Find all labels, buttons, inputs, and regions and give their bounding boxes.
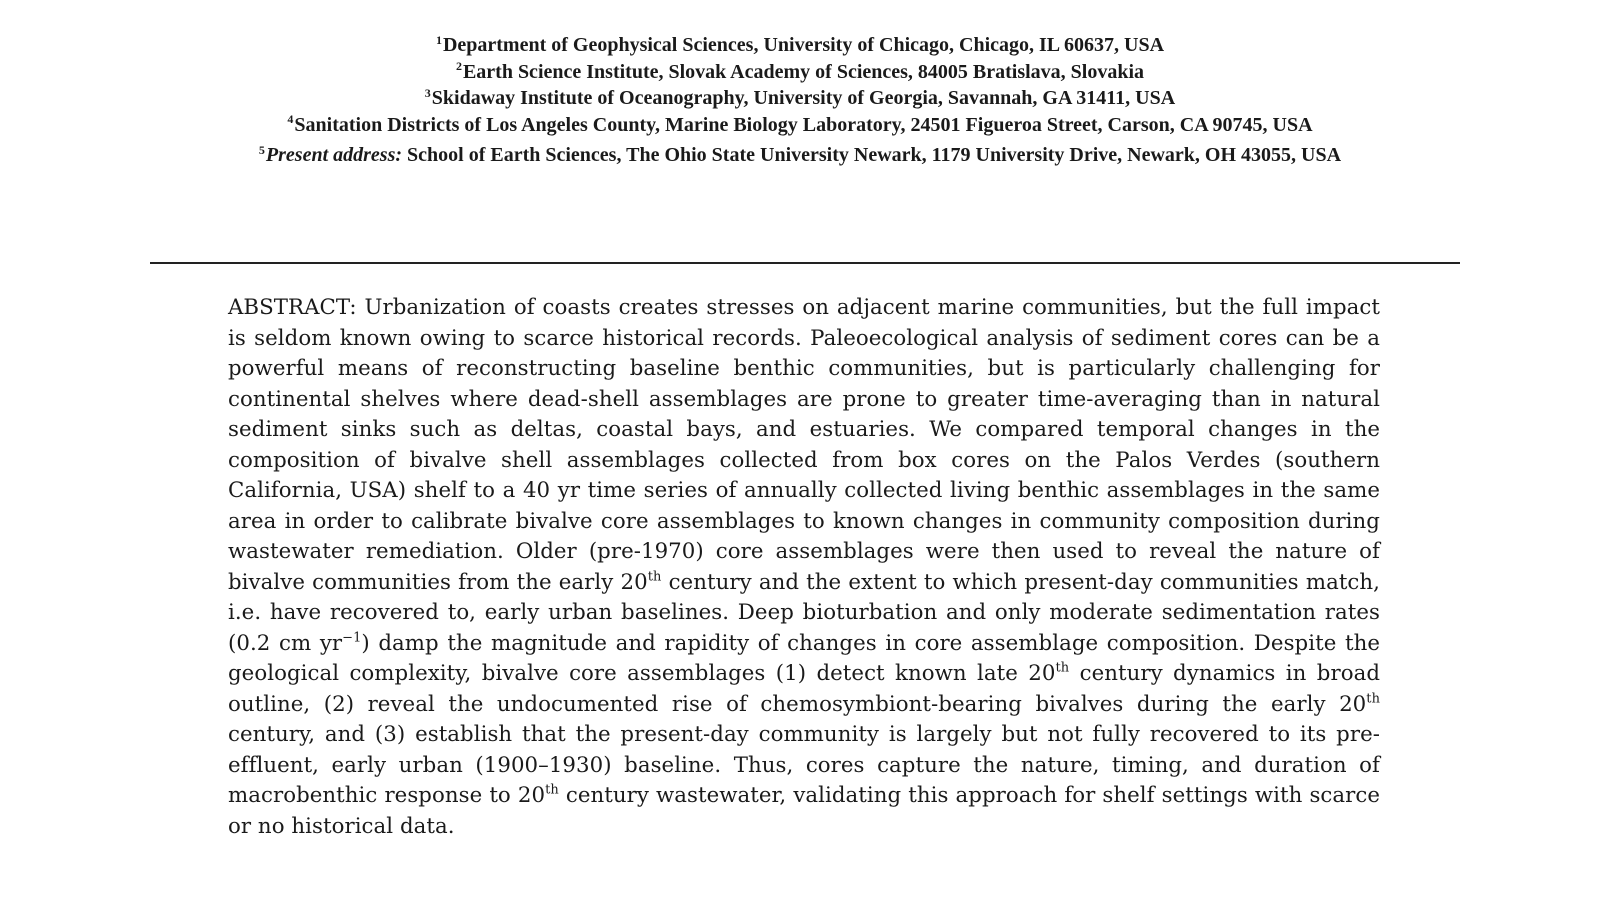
present-address-label: Present address: (265, 144, 403, 166)
abstract-text: ) damp the magnitude and rapidity of changes in core assemblage composition. Despite the geological complexity, bivalve core assemblages (1) detect known late 20 (228, 630, 1380, 686)
affiliation-marker: 5 (258, 142, 265, 157)
present-address (0, 142, 1600, 169)
abstract-text: century wastewater, validating this approach for shelf settings with scarce or no historical data. (228, 783, 1381, 839)
superscript: −1 (342, 630, 362, 646)
affiliation-marker: 1 (435, 32, 442, 47)
abstract-text: Urbanization of coasts creates stresses on adjacent marine communities, but the full impact is seldom known owing to scarce historical records. Paleoecological analysis of sediment cores can be a powerful means of reconstructing baseline benthic communities, but is particularly challenging for continental shelves where dead-shell assemblages are prone to greater time-averaging than in natural sediment sinks such as deltas, coastal bays, and estuaries. We compared temporal changes in the composition of bivalve shell assemblages collected from box cores on the Palos Verdes (southern California, USA) shelf to a 40 yr time series of annually collected living benthic assemblages in the same area in order to calibrate bivalve core assemblages to known changes in community composition during wastewater remediation. Older (pre-1970) core assemblages were then used to reveal the nature of bivalve communities from the early 20 (228, 295, 1380, 595)
superscript: th (1366, 691, 1380, 707)
affiliation-list (0, 32, 1600, 169)
affiliation-text: School of Earth Sciences, The Ohio State University Newark, 1179 University Drive, Newark, OH 43055, USA (407, 144, 1342, 166)
superscript: th (1055, 660, 1070, 676)
abstract-text: century dynamics in broad outline, (2) reveal the undocumented rise of chemosymbiont-bearing bivalves during the early 20 (228, 661, 1381, 717)
abstract-paragraph (228, 293, 1380, 842)
affiliation-marker: 2 (455, 59, 462, 74)
affiliation-2 (0, 59, 1600, 86)
affiliation-3 (0, 85, 1600, 112)
superscript: th (545, 782, 559, 798)
affiliation-text: Skidaway Institute of Oceanography, University of Georgia, Savannah, GA 31411, USA (431, 87, 1176, 109)
affiliation-text: Earth Science Institute, Slovak Academy of Sciences, 84005 Bratislava, Slovakia (462, 60, 1145, 83)
affiliation-marker: 4 (287, 112, 294, 127)
horizontal-rule (150, 262, 1460, 264)
affiliation-text: Department of Geophysical Sciences, University of Chicago, Chicago, IL 60637, USA (442, 34, 1165, 56)
affiliation-4 (0, 112, 1600, 139)
abstract-text: century, and (3) establish that the present-day community is largely but not fully recovered to its pre-effluent, early urban (1900–1930) baseline. Thus, cores capture the nature, timing, and duration of macrobenthic response to 20 (228, 722, 1380, 808)
abstract-text: century and the extent to which present-day communities match, i.e. have recovered to, early urban baselines. Deep bioturbation and only moderate sedimentation rates (0.2 cm yr (228, 569, 1380, 656)
superscript: th (647, 569, 662, 585)
affiliation-1 (0, 32, 1600, 59)
abstract-heading: ABSTRACT: (228, 295, 357, 320)
affiliation-marker: 3 (424, 85, 431, 100)
affiliation-text: Sanitation Districts of Los Angeles County, Marine Biology Laboratory, 24501 Figueroa Street, Carson, CA 90745, USA (294, 113, 1313, 136)
